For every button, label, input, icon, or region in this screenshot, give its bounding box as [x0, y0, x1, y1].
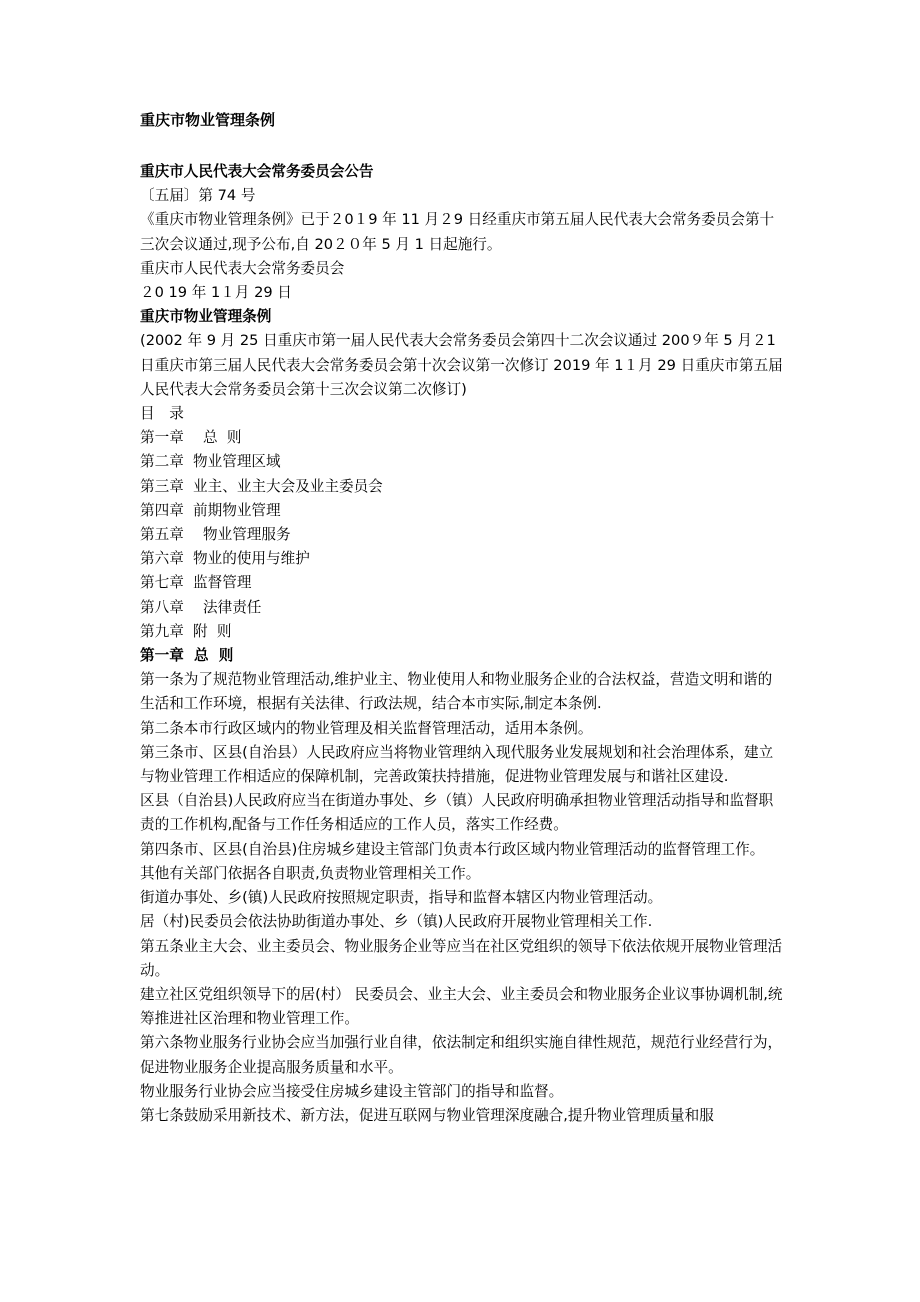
- article-paragraph: 第二条本市行政区域内的物业管理及相关监督管理活动，适用本条例。: [140, 719, 593, 737]
- regulation-title: 重庆市物业管理条例: [140, 308, 272, 326]
- toc-heading: 目 录: [140, 405, 184, 423]
- toc-item: 第三章 业主、业主大会及业主委员会: [140, 477, 383, 495]
- toc-item: 第五章 物业管理服务: [140, 526, 291, 544]
- article-paragraph: 街道办事处、乡(镇)人民政府按照规定职责，指导和监督本辖区内物业管理活动。: [140, 889, 663, 907]
- chapter-heading: 第一章 总 则: [140, 647, 234, 665]
- document-title: 重庆市物业管理条例: [140, 111, 276, 129]
- toc-item: 第一章 总 则: [140, 429, 242, 447]
- toc-item: 第八章 法律责任: [140, 598, 262, 616]
- article-paragraph: 居（村)民委员会依法协助街道办事处、乡（镇)人民政府开展物业管理相关工作.: [140, 913, 653, 931]
- article-paragraph: 第一条为了规范物业管理活动,维护业主、物业使用人和物业服务企业的合法权益，营造文明和谐的生活和工作环境，根据有关法律、行政法规，结合本市实际,制定本条例.: [140, 671, 773, 713]
- revision-history: (2002 年 9 月 25 日重庆市第一届人民代表大会常务委员会第四十二次会议通过 200９年 5 月２1 日重庆市第三届人民代表大会常务委员会第十次会议第一次修订 2019 年 1１月 29 日重庆市第五届人民代表大会常务委员会第十三次会议第二次修订): [140, 332, 783, 398]
- notice-number: 〔五届〕第 74 号: [140, 187, 256, 205]
- article-paragraph: 第三条市、区县(自治县）人民政府应当将物业管理纳入现代服务业发展规划和社会治理体系，建立与物业管理工作相适应的保障机制，完善政策扶持措施，促进物业管理发展与和谐社区建设.: [140, 743, 774, 786]
- toc-item: 第四章 前期物业管理: [140, 501, 281, 519]
- notice-heading: 重庆市人民代表大会常务委员会公告: [140, 163, 374, 180]
- article-paragraph: 第六条物业服务行业协会应当加强行业自律，依法制定和组织实施自律性规范，规范行业经营行为，促进物业服务企业提高服务质量和水平。: [140, 1034, 783, 1076]
- toc-item: 第七章 监督管理: [140, 574, 252, 592]
- article-paragraph: 区县（自治县)人民政府应当在街道办事处、乡（镇）人民政府明确承担物业管理活动指导和监督职责的工作机构,配备与工作任务相适应的工作人员，落实工作经费。: [140, 792, 774, 834]
- article-paragraph: 第七条鼓励采用新技术、新方法，促进互联网与物业管理深度融合,提升物业管理质量和服: [140, 1106, 714, 1124]
- notice-signer: 重庆市人民代表大会常务委员会: [140, 259, 345, 277]
- article-paragraph: 其他有关部门依据各自职责,负责物业管理相关工作。: [140, 864, 481, 882]
- toc-item: 第六章 物业的使用与维护: [140, 550, 310, 568]
- notice-date: ２0 19 年 1１月 29 日: [140, 284, 292, 302]
- article-paragraph: 建立社区党组织领导下的居(村） 民委员会、业主大会、业主委员会和物业服务企业议事协调机制,统筹推进社区治理和物业管理工作。: [140, 985, 783, 1028]
- toc-item: 第二章 物业管理区域: [140, 453, 281, 471]
- notice-body: 《重庆市物业管理条例》已于２0１9 年 11 月２9 日经重庆市第五届人民代表大会常务委员会第十三次会议通过,现予公布,自 20２０年 5 月 1 日起施行。: [140, 211, 775, 253]
- article-paragraph: 第四条市、区县(自治县)住房城乡建设主管部门负责本行政区域内物业管理活动的监督管理工作。: [140, 840, 765, 858]
- article-paragraph: 第五条业主大会、业主委员会、物业服务企业等应当在社区党组织的领导下依法依规开展物业管理活动。: [140, 937, 783, 979]
- document-page: [140, 108, 785, 1128]
- article-paragraph: 物业服务行业协会应当接受住房城乡建设主管部门的指导和监督。: [140, 1082, 564, 1100]
- toc-item: 第九章 附 则: [140, 622, 232, 640]
